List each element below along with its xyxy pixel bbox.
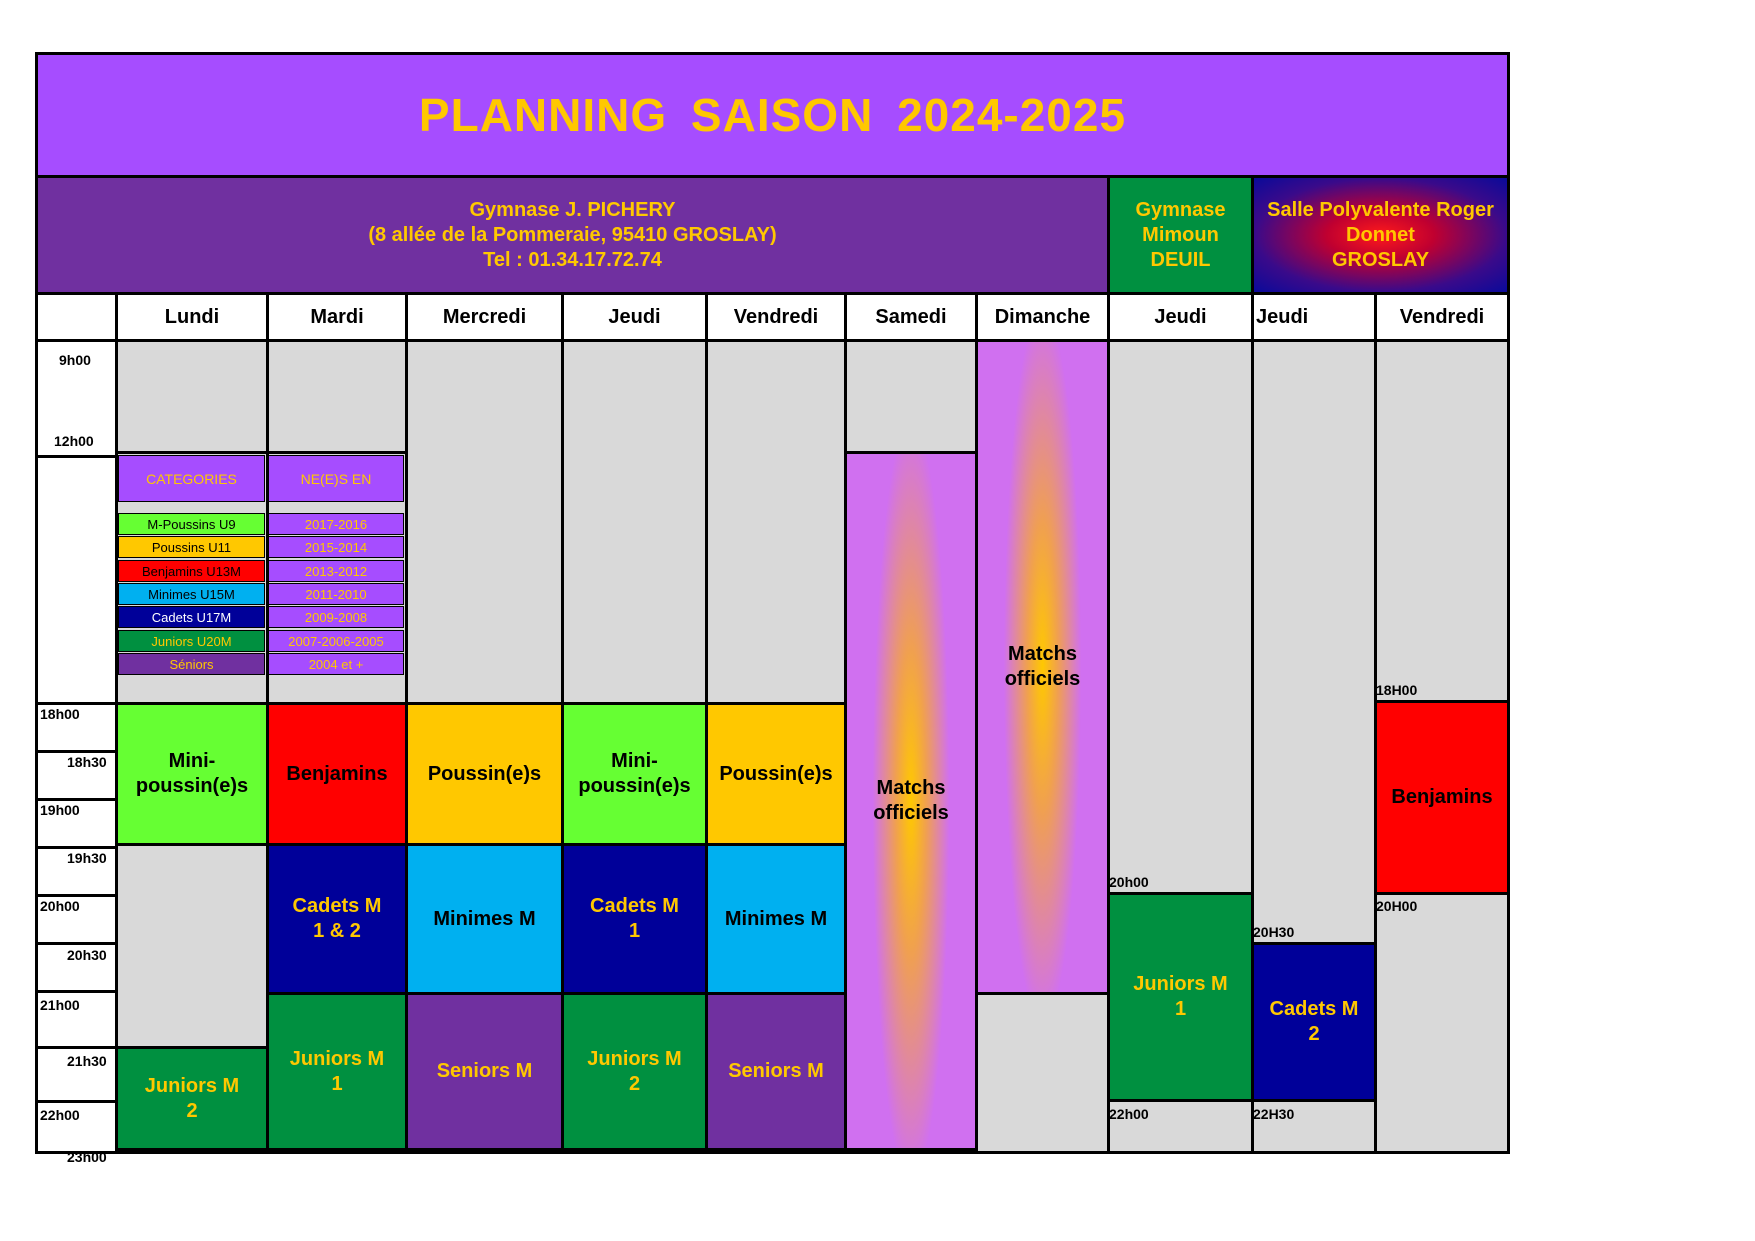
time-divider-20h: [38, 894, 115, 897]
time-label-19h00: 19h00: [40, 802, 80, 818]
legend-header-categories: CATEGORIES: [118, 455, 265, 502]
session-jeudi-juniors: [561, 992, 708, 1151]
legend-category-name: Poussins U11: [118, 536, 265, 558]
time-label-12h00: 12h00: [54, 433, 94, 449]
session-mardi-cadets-line1: Cadets M: [292, 895, 382, 917]
session-vendredi-minimes: Minimes M: [705, 843, 847, 995]
time-divider-22h: [38, 1100, 115, 1103]
venue-mimoun-line3: DEUIL: [1150, 248, 1211, 271]
legend-category-name: M-Poussins U9: [118, 513, 265, 535]
time-label-21h00: 21h00: [40, 997, 80, 1013]
venue-mimoun-line1: Gymnase: [1135, 198, 1226, 221]
session-vendredi-poussins: Poussin(e)s: [705, 702, 847, 846]
legend-category-name: Juniors U20M: [118, 630, 265, 652]
day-header-jeudi-deuil: Jeudi: [1107, 292, 1251, 339]
session-samedi-matchs-line2: officiels: [873, 802, 949, 824]
venue-pichery: [38, 175, 1107, 292]
time-label-22h00: 22h00: [40, 1107, 80, 1123]
day-header-dimanche: Dimanche: [975, 292, 1107, 339]
venue-pichery-phone: Tel : 01.34.17.72.74: [483, 248, 662, 271]
session-donnet-jeudi-cadets-line2: 2: [1308, 1023, 1320, 1045]
deuil-start-time: 20h00: [1109, 874, 1149, 890]
session-jeudi-cadets: [561, 843, 708, 995]
session-vendredi-seniors: Seniors M: [705, 992, 847, 1151]
session-jeudi-juniors-line2: 2: [628, 1072, 641, 1095]
time-label-20h00: 20h00: [40, 898, 80, 914]
venue-pichery-name: Gymnase J. PICHERY: [469, 198, 676, 221]
legend-category-years: 2004 et +: [268, 653, 404, 675]
time-label-19h30: 19h30: [67, 850, 107, 866]
session-jeudi-cadets-line1: Cadets M: [590, 895, 679, 917]
session-mardi-juniors-line2: 1: [331, 1072, 343, 1095]
session-jeudi-mini-poussins: [561, 702, 708, 846]
time-divider-19h: [38, 798, 115, 801]
session-jeudi-cadets-line2: 1: [628, 920, 641, 942]
session-mercredi-seniors: Seniors M: [405, 992, 564, 1151]
session-mardi-juniors: [266, 992, 408, 1151]
session-donnet-jeudi-cadets: [1251, 942, 1377, 1102]
time-divider-2130: [38, 1046, 115, 1049]
day-header-jeudi-donnet: Jeudi: [1251, 292, 1374, 339]
legend-header-years: NE(E)S EN: [268, 455, 404, 502]
venue-donnet-line1: Salle Polyvalente Roger: [1267, 198, 1494, 221]
session-lundi-juniors-line2: 2: [186, 1099, 198, 1122]
noon-line-lundi-mardi: [115, 451, 405, 454]
time-divider-18h: [38, 702, 115, 705]
time-divider-1830: [38, 750, 115, 753]
session-donnet-jeudi-cadets-line1: Cadets M: [1269, 998, 1359, 1020]
session-deuil-juniors-line2: 1: [1174, 998, 1187, 1020]
venue-donnet-line2: Donnet: [1346, 223, 1415, 246]
session-jeudi-mini-poussins-line1: Mini-: [611, 750, 658, 772]
session-dimanche-matchs: [975, 339, 1110, 995]
session-mardi-cadets: [266, 843, 408, 995]
venue-mimoun: [1107, 175, 1251, 292]
session-donnet-vendredi-benjamins: Benjamins: [1374, 700, 1510, 895]
session-mercredi-minimes: Minimes M: [405, 843, 564, 995]
time-divider-2030: [38, 942, 115, 945]
session-dimanche-matchs-line2: officiels: [1004, 668, 1081, 690]
time-divider-21h: [38, 990, 115, 993]
legend-category-years: 2017-2016: [268, 513, 404, 535]
time-column: [38, 339, 115, 1151]
day-header-jeudi: Jeudi: [561, 292, 705, 339]
session-dimanche-matchs-line1: Matchs: [1008, 643, 1077, 665]
legend-category-years: 2013-2012: [268, 560, 404, 582]
venue-donnet: [1251, 175, 1507, 292]
session-lundi-juniors-line1: Juniors M: [144, 1074, 240, 1097]
venue-donnet-line3: GROSLAY: [1331, 248, 1430, 271]
day-header-vendredi-donnet: Vendredi: [1374, 292, 1507, 339]
session-lundi-mini-poussins: [115, 702, 269, 846]
session-lundi-juniors: [115, 1046, 269, 1151]
day-header-vendredi: Vendredi: [705, 292, 844, 339]
donnet-jeudi-end-time: 22H30: [1253, 1106, 1295, 1122]
venue-pichery-address: (8 allée de la Pommeraie, 95410 GROSLAY): [368, 223, 777, 246]
time-label-18h00: 18h00: [40, 706, 80, 722]
session-jeudi-mini-poussins-line2: poussin(e)s: [578, 775, 691, 797]
page-title: PLANNING SAISON 2024-2025: [38, 55, 1507, 175]
session-mardi-benjamins: Benjamins: [266, 702, 408, 846]
venue-mimoun-line2: Mimoun: [1142, 223, 1219, 246]
time-label-18h30: 18h30: [67, 754, 107, 770]
header-time-corner: [38, 292, 115, 339]
donnet-vendredi-end-time: 20H00: [1376, 898, 1418, 914]
legend-category-years: 2009-2008: [268, 606, 404, 628]
time-divider-1930: [38, 846, 115, 849]
day-header-lundi: Lundi: [115, 292, 266, 339]
donnet-jeudi-start-time: 20H30: [1253, 924, 1295, 940]
deuil-end-time: 22h00: [1109, 1106, 1149, 1122]
time-label-9h00: 9h00: [59, 352, 91, 368]
session-samedi-matchs-line1: Matchs: [876, 777, 946, 799]
day-header-samedi: Samedi: [844, 292, 975, 339]
legend-category-years: 2015-2014: [268, 536, 404, 558]
time-label-20h30: 20h30: [67, 947, 107, 963]
time-label-23h00: 23h00: [67, 1149, 107, 1165]
legend-category-name: Séniors: [118, 653, 265, 675]
session-lundi-mini-poussins-line2: poussin(e)s: [135, 775, 249, 797]
session-mardi-cadets-line2: 1 & 2: [313, 920, 361, 942]
time-divider-noon: [38, 455, 115, 458]
session-jeudi-juniors-line1: Juniors M: [587, 1047, 682, 1070]
donnet-vendredi-start-time: 18H00: [1376, 682, 1418, 698]
session-samedi-matchs: [844, 451, 978, 1151]
session-lundi-mini-poussins-line1: Mini-: [168, 750, 216, 772]
legend-category-name: Benjamins U13M: [118, 560, 265, 582]
session-deuil-juniors-line1: Juniors M: [1133, 973, 1228, 995]
day-header-mardi: Mardi: [266, 292, 405, 339]
session-deuil-juniors: [1107, 892, 1254, 1102]
session-mardi-juniors-line1: Juniors M: [289, 1047, 385, 1070]
legend-category-name: Cadets U17M: [118, 606, 265, 628]
time-label-21h30: 21h30: [67, 1053, 107, 1069]
legend-category-years: 2007-2006-2005: [268, 630, 404, 652]
legend-category-name: Minimes U15M: [118, 583, 265, 605]
session-mercredi-poussins: Poussin(e)s: [405, 702, 564, 846]
day-header-mercredi: Mercredi: [405, 292, 561, 339]
legend-category-years: 2011-2010: [268, 583, 404, 605]
